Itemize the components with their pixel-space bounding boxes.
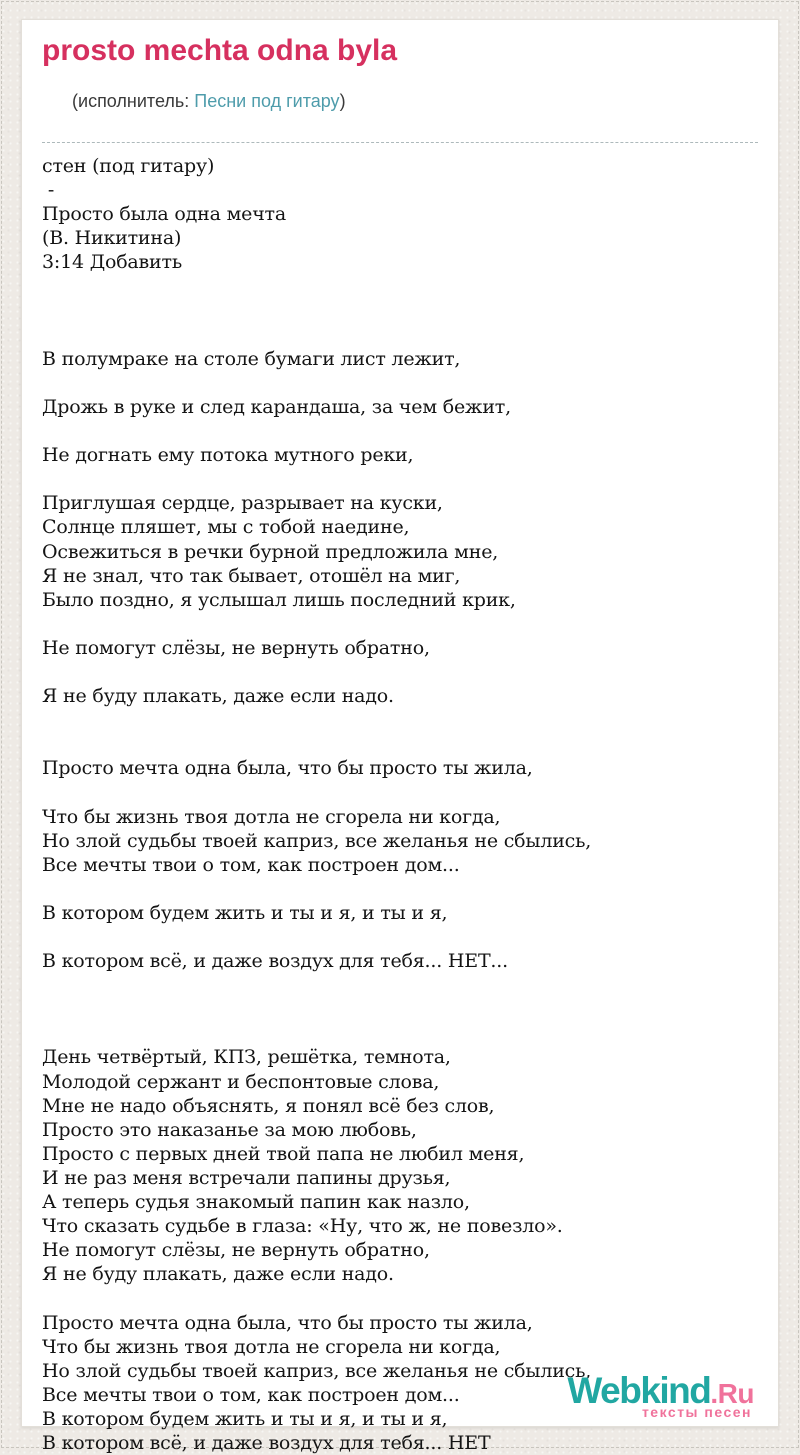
lyric-line: Дрожь в руке и след карандаша, за чем бежит, bbox=[42, 395, 511, 418]
lyric-line: Не догнать ему потока мутного реки, bbox=[42, 444, 414, 467]
lyric-line: Просто мечта одна была, что бы просто ты жила, bbox=[42, 757, 533, 780]
lyric-line bbox=[42, 612, 758, 636]
lyric-line: Но злой судьбы твоей каприз, все желанья не сбылись, bbox=[42, 829, 592, 852]
lyrics-card bbox=[21, 19, 779, 1454]
lyric-line: Просто это наказанье за мою любовь, bbox=[42, 1118, 417, 1141]
lyric-line: Не помогут слёзы, не вернуть обратно, bbox=[42, 1239, 430, 1262]
lyric-line: 3:14 Добавить bbox=[42, 251, 182, 274]
artist-label-suffix: ) bbox=[339, 91, 346, 111]
lyric-line: Не помогут слёзы, не вернуть обратно, bbox=[42, 636, 430, 659]
lyric-line: Солнце пляшет, мы с тобой наедине, bbox=[42, 516, 410, 539]
lyric-line: - bbox=[42, 179, 60, 202]
lyric-line: Приглушая сердце, разрывает на куски, bbox=[42, 492, 443, 515]
lyric-line: стен (под гитару) bbox=[42, 155, 215, 177]
lyric-line: Я не буду плакать, даже если надо. bbox=[42, 1263, 394, 1286]
lyric-line: Было поздно, я услышал лишь последний крик, bbox=[42, 588, 516, 611]
lyric-line bbox=[42, 877, 758, 901]
lyric-line: Мне не надо объяснять, я понял всё без слов, bbox=[42, 1094, 495, 1117]
lyric-line: И не раз меня встречали папины друзья, bbox=[42, 1166, 451, 1189]
lyric-line bbox=[42, 660, 758, 684]
webkind-logo-brand: Webkind bbox=[567, 1370, 711, 1411]
lyric-line bbox=[42, 467, 758, 491]
lyric-line: Что бы жизнь твоя дотла не сгорела ни когда, bbox=[42, 805, 501, 828]
lyric-line: (В. Никитина) bbox=[42, 227, 182, 250]
lyric-line bbox=[42, 1021, 758, 1045]
lyric-line: Просто мечта одна была, что бы просто ты жила, bbox=[42, 1311, 533, 1334]
webkind-logo-tagline: тексты песен bbox=[641, 1404, 752, 1420]
lyric-line bbox=[42, 997, 758, 1021]
lyric-line: Я не буду плакать, даже если надо. bbox=[42, 685, 394, 708]
lyric-line bbox=[42, 973, 758, 997]
lyric-line: В котором будем жить и ты и я, и ты и я, bbox=[42, 901, 448, 924]
lyric-line bbox=[42, 1286, 758, 1310]
lyric-line bbox=[42, 274, 758, 298]
lyric-line bbox=[42, 419, 758, 443]
lyric-line: Просто была одна мечта bbox=[42, 203, 286, 226]
lyric-line bbox=[42, 371, 758, 395]
lyric-line: В котором всё, и даже воздух для тебя... НЕТ bbox=[42, 1431, 491, 1454]
lyric-line bbox=[42, 323, 758, 347]
page-title: prosto mechta odna byla bbox=[42, 34, 398, 67]
lyric-line bbox=[42, 299, 758, 323]
artist-label-prefix: (исполнитель: bbox=[72, 91, 195, 111]
lyric-line: Все мечты твои о том, как построен дом... bbox=[42, 1383, 460, 1406]
lyric-line: В котором будем жить и ты и я, и ты и я, bbox=[42, 1407, 448, 1430]
lyric-line: Что сказать судьбе в глаза: «Ну, что ж, не повезло». bbox=[42, 1215, 563, 1238]
lyric-line bbox=[42, 925, 758, 949]
song-header bbox=[42, 34, 758, 143]
artist-link[interactable]: Песни под гитару bbox=[194, 91, 340, 111]
lyric-line bbox=[42, 732, 758, 756]
webkind-logo[interactable] bbox=[567, 1372, 754, 1419]
webkind-logo-tld: .Ru bbox=[710, 1378, 754, 1409]
artist-line bbox=[42, 68, 758, 134]
lyric-line: В полумраке на столе бумаги лист лежит, bbox=[42, 347, 461, 370]
lyric-line: Я не знал, что так бывает, отошёл на миг, bbox=[42, 564, 461, 587]
lyric-line: Но злой судьбы твоей каприз, все желанья не сбылись, bbox=[42, 1359, 592, 1382]
lyric-line: А теперь судья знакомый папин как назло, bbox=[42, 1191, 470, 1214]
lyric-line: Все мечты твои о том, как построен дом... bbox=[42, 853, 460, 876]
lyric-line: Просто с первых дней твой папа не любил меня, bbox=[42, 1142, 525, 1165]
lyric-line bbox=[42, 780, 758, 804]
lyric-line bbox=[42, 708, 758, 732]
lyric-line: Молодой сержант и беспонтовые слова, bbox=[42, 1070, 440, 1093]
lyric-line: День четвёртый, КПЗ, решётка, темнота, bbox=[42, 1046, 451, 1069]
lyric-line: В котором всё, и даже воздух для тебя... НЕТ... bbox=[42, 950, 508, 973]
lyric-line: Освежиться в речки бурной предложила мне, bbox=[42, 540, 499, 563]
lyrics-text bbox=[42, 154, 758, 1455]
lyric-line: Что бы жизнь твоя дотла не сгорела ни когда, bbox=[42, 1335, 501, 1358]
